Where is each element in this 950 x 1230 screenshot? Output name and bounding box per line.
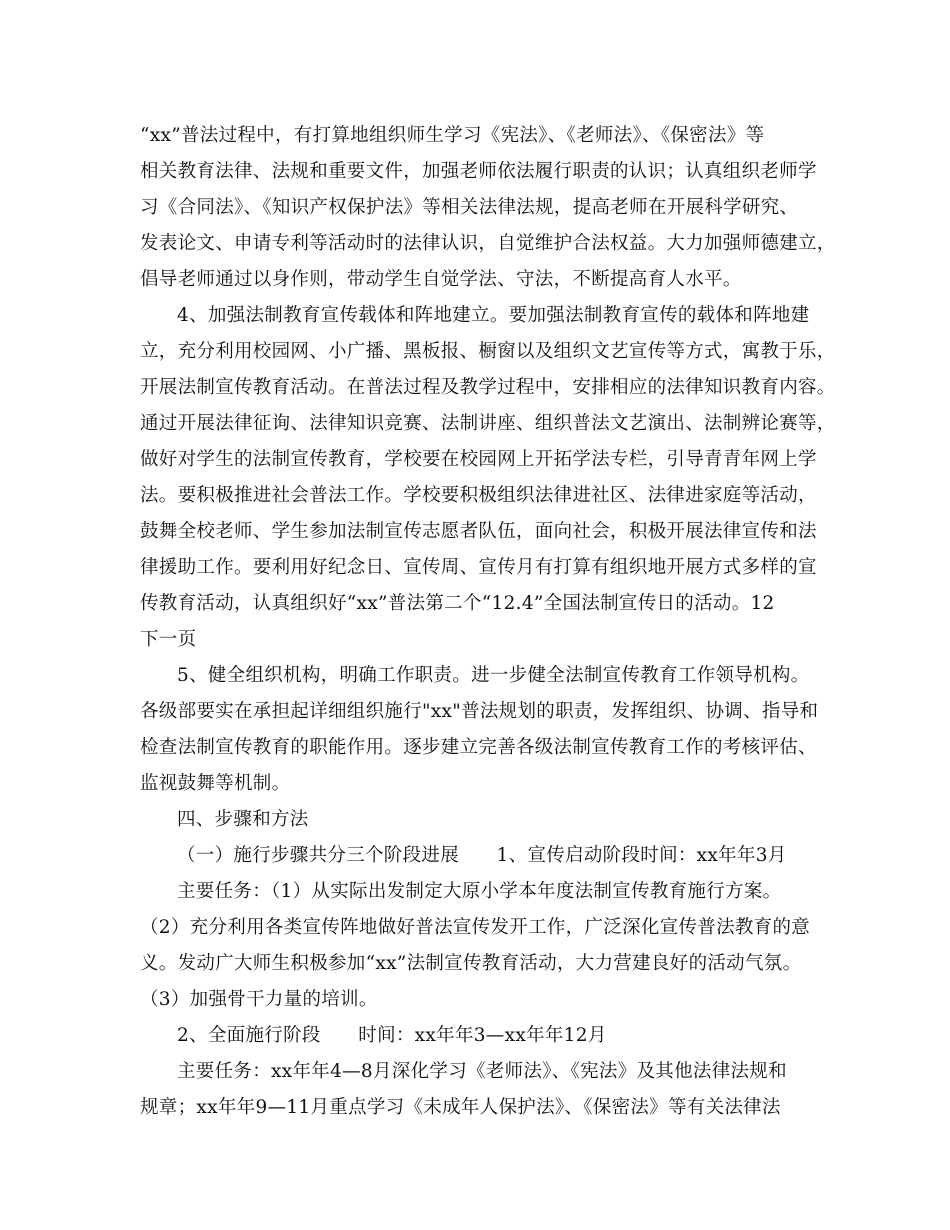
- text-line: 法。要积极推进社会普法工作。学校要积极组织法律进社区、法律进家庭等活动，: [140, 485, 817, 506]
- text-line: 开展法制宣传教育活动。在普法过程及教学过程中，安排相应的法律知识教育内容。: [140, 377, 836, 398]
- text-line: “xx”普法过程中，有打算地组织师生学习《宪法》、《老师法》、《保密法》等: [140, 125, 765, 146]
- text-line: 发表论文、申请专利等活动时的法律认识，自觉维护合法权益。大力加强师德建立，: [140, 233, 836, 254]
- text-line: （2）充分利用各类宣传阵地做好普法宣传发开工作，广泛深化宣传普法教育的意: [140, 917, 811, 938]
- text-line: 检查法制宣传教育的职能作用。逐步建立完善各级法制宣传教育工作的考核评估、: [140, 737, 817, 758]
- text-line: 做好对学生的法制宣传教育，学校要在校园网上开拓学法专栏，引导青青年网上学: [140, 449, 817, 470]
- section-heading: 四、步骤和方法: [177, 809, 309, 830]
- text-line: 立，充分利用校园网、小广播、黑板报、橱窗以及组织文艺宣传等方式，寓教于乐，: [140, 341, 836, 362]
- paragraph-start: 5、健全组织机构，明确工作职责。进一步健全法制宣传教育工作领导机构。: [177, 665, 810, 686]
- text-line: 鼓舞全校老师、学生参加法制宣传志愿者队伍，面向社会，积极开展法律宣传和法: [140, 521, 817, 542]
- text-line: 习《合同法》、《知识产权保护法》等相关法律法规，提高老师在开展科学研究、: [140, 197, 799, 218]
- paragraph-start: 主要任务：（1）从实际出发制定大原小学本年度法制宣传教育施行方案。: [177, 881, 782, 902]
- paragraph-start: 4、加强法制教育宣传载体和阵地建立。要加强法制教育宣传的载体和阵地建: [177, 305, 810, 326]
- text-line: 各级部要实在承担起详细组织施行"xx"普法规划的职责，发挥组织、协调、指导和: [140, 701, 819, 722]
- text-line: 相关教育法律、法规和重要文件，加强老师依法履行职责的认识；认真组织老师学: [140, 161, 817, 182]
- text-line: 传教育活动，认真组织好“xx”普法第二个“12.4”全国法制宣传日的活动。12: [140, 593, 775, 614]
- text-line: （3）加强骨干力量的培训。: [140, 989, 378, 1010]
- next-page-text: 下一页: [140, 629, 197, 650]
- paragraph-start: （一）施行步骤共分三个阶段进展 1、宣传启动阶段时间：xx年年3月: [177, 845, 787, 866]
- text-line: 规章；xx年年9—11月重点学习《未成年人保护法》、《保密法》等有关法律法: [140, 1097, 781, 1118]
- text-line: 律援助工作。要利用好纪念日、宣传周、宣传月有打算有组织地开展方式多样的宣: [140, 557, 817, 578]
- text-line: 义。发动广大师生积极参加“xx”法制宣传教育活动，大力营建良好的活动气氛。: [140, 953, 802, 974]
- paragraph-start: 2、全面施行阶段 时间：xx年年3—xx年年12月: [177, 1025, 607, 1046]
- text-line: 倡导老师通过以身作则，带动学生自觉学法、守法，不断提高育人水平。: [140, 269, 742, 290]
- text-line: 监视鼓舞等机制。: [140, 773, 291, 794]
- paragraph-start: 主要任务：xx年年4—8月深化学习《老师法》、《宪法》及其他法律法规和: [177, 1061, 787, 1082]
- text-line: 通过开展法律征询、法律知识竞赛、法制讲座、组织普法文艺演出、法制辨论赛等，: [140, 413, 836, 434]
